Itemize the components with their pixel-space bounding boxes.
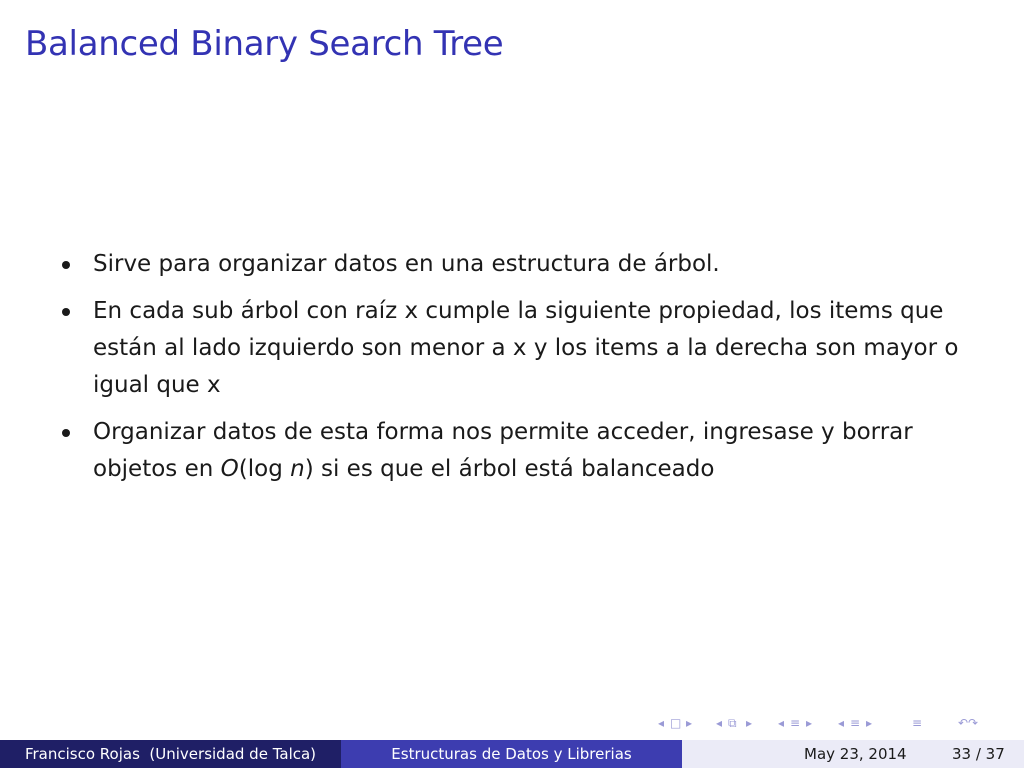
nav-prev-subsubsection-icon[interactable]: ◂ [838,716,845,730]
footer-course: Estructuras de Datos y Librerias [341,740,682,768]
footer-author: Francisco Rojas (Universidad de Talca) [0,740,341,768]
math-n: n [290,456,305,482]
footer-date: May 23, 2014 [804,745,907,763]
footer [0,740,1024,768]
nav-prev-section-icon[interactable]: ◂ [778,716,785,730]
nav-align-icon[interactable]: ≡ [912,716,923,730]
bullet-text-after: si es que el árbol está balanceado [313,456,715,482]
math-o-symbol: O [220,456,239,482]
bullet-dot-icon [62,261,70,269]
footer-info [682,740,1024,768]
bullet-item [58,246,998,283]
nav-prev-frame-icon[interactable]: ◂ [658,716,665,730]
nav-next-subsubsection-icon[interactable]: ▸ [866,716,873,730]
bullet-dot-icon [62,308,70,316]
beamer-navigation-bar [650,716,1020,736]
nav-frame-icon[interactable]: □ [670,716,682,730]
bullet-dot-icon [62,429,70,437]
nav-next-subsection-icon[interactable]: ▸ [746,716,753,730]
nav-next-frame-icon[interactable]: ▸ [686,716,693,730]
math-close-paren: ) [304,456,314,482]
page-number: 33 / 37 [952,745,1005,763]
nav-subsubsection-icon[interactable]: ≡ [850,716,861,730]
nav-subsection-icon[interactable]: ⧉ [728,716,737,730]
slide-content [58,246,998,498]
nav-next-section-icon[interactable]: ▸ [806,716,813,730]
bullet-list [58,246,998,488]
math-log: log [247,456,283,482]
bullet-text: Organizar datos de esta forma nos permite acceder, ingresase y borrar objetos en [93,419,913,482]
slide-title: Balanced Binary Search Tree [25,24,504,64]
bullet-item [58,293,998,404]
nav-search-icon[interactable]: ↶↷ [958,716,979,730]
math-open-paren: ( [238,456,248,482]
bullet-text: Sirve para organizar datos en una estructura de árbol. [93,251,720,277]
bullet-text: En cada sub árbol con raíz x cumple la siguiente propiedad, los items que están al lado izquierdo son menor a x y los items a la derecha son mayor o igual que x [93,298,959,398]
math-big-o [221,456,314,482]
nav-prev-subsection-icon[interactable]: ◂ [716,716,723,730]
bullet-item [58,414,998,488]
nav-section-icon[interactable]: ≡ [790,716,801,730]
